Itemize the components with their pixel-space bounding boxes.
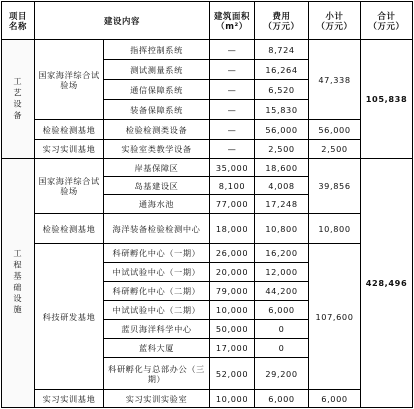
area-cell: — (210, 40, 255, 60)
cost-cell: 17,248 (255, 195, 309, 214)
group-label-construction (2, 159, 35, 408)
item-cell: 通信保障系统 (104, 80, 210, 100)
item-cell: 岸基保障区 (104, 159, 210, 177)
unit-training-base: 实习实训基地 (35, 390, 104, 408)
budget-table (1, 1, 413, 408)
group-total-construction: 428,496 (361, 159, 413, 408)
cost-cell: 18,600 (255, 159, 309, 177)
subtotal-cell: 10,800 (309, 214, 361, 244)
item-cell: 测试测量系统 (104, 60, 210, 80)
item-cell: 检验检测类设备 (104, 120, 210, 140)
unit-inspection-base: 检验检测基地 (35, 214, 104, 244)
cost-cell: 56,000 (255, 120, 309, 140)
area-cell: — (210, 140, 255, 159)
unit-ocean-test-field: 国家海洋综合试验场 (35, 40, 104, 120)
item-cell: 蓝贝海洋科学中心 (104, 320, 210, 339)
unit-training-base: 实习实训基地 (35, 140, 104, 159)
table-row (2, 120, 413, 140)
area-cell: — (210, 80, 255, 100)
header-area (210, 2, 255, 40)
cost-cell: 6,000 (255, 301, 309, 320)
area-cell: 26,000 (210, 244, 255, 263)
item-cell: 实习实训实验室 (104, 390, 210, 408)
cost-cell: 29,200 (255, 358, 309, 390)
item-cell: 中试试验中心（二期） (104, 301, 210, 320)
area-cell: 17,000 (210, 339, 255, 358)
item-cell: 中试试验中心（一期） (104, 263, 210, 282)
table-row (2, 140, 413, 159)
area-cell: 10,000 (210, 301, 255, 320)
cost-cell: 16,264 (255, 60, 309, 80)
item-cell: 指挥控制系统 (104, 40, 210, 60)
header-cost-line1: 费用 (272, 10, 291, 21)
header-subtotal-line1: 小计 (325, 10, 344, 21)
subtotal-cell: 6,000 (309, 390, 361, 408)
item-cell: 科研孵化中心（一期） (104, 244, 210, 263)
group-label-equipment (2, 40, 35, 159)
header-cost (255, 2, 309, 40)
item-cell: 装备保障系统 (104, 100, 210, 120)
group-label-equipment-text: 工艺设备 (13, 76, 23, 122)
header-total-line2: （万元） (368, 20, 405, 31)
header-content: 建设内容 (35, 2, 210, 40)
header-area-line1: 建筑面积 (214, 10, 250, 21)
table-row (2, 214, 413, 244)
cost-cell: 44,200 (255, 282, 309, 301)
cost-cell: 16,200 (255, 244, 309, 263)
area-cell: 20,000 (210, 263, 255, 282)
header-total-line1: 合计 (377, 10, 396, 21)
area-cell: 10,000 (210, 390, 255, 408)
header-total (361, 2, 413, 40)
cost-cell: 10,800 (255, 214, 309, 244)
unit-inspection-base: 检验检测基地 (35, 120, 104, 140)
subtotal-cell: 39,856 (309, 159, 361, 214)
header-subtotal (309, 2, 361, 40)
header-area-line2: （m²） (216, 20, 248, 31)
group-total-equipment: 105,838 (361, 40, 413, 159)
item-cell: 岛基建设区 (104, 177, 210, 195)
unit-ocean-test-field: 国家海洋综合试验场 (35, 159, 104, 214)
subtotal-cell: 2,500 (309, 140, 361, 159)
cost-cell: 12,000 (255, 263, 309, 282)
subtotal-cell: 47,338 (309, 40, 361, 120)
unit-research-base: 科技研发基地 (35, 244, 104, 390)
area-cell: — (210, 60, 255, 80)
area-cell: — (210, 100, 255, 120)
header-category-line1: 项目 (9, 10, 27, 21)
area-cell: 79,000 (210, 282, 255, 301)
cost-cell: 8,724 (255, 40, 309, 60)
area-cell: 18,000 (210, 214, 255, 244)
area-cell: 50,000 (210, 320, 255, 339)
item-cell: 海洋装备检验检测中心 (104, 214, 210, 244)
cost-cell: 0 (255, 339, 309, 358)
item-cell: 科研孵化中心（二期） (104, 282, 210, 301)
cost-cell: 6,520 (255, 80, 309, 100)
area-cell: 8,100 (210, 177, 255, 195)
item-cell: 蓝科大厦 (104, 339, 210, 358)
item-cell: 通海水池 (104, 195, 210, 214)
subtotal-cell: 107,600 (309, 244, 361, 390)
table-row (2, 159, 413, 177)
header-subtotal-line2: （万元） (316, 20, 353, 31)
table-row (2, 390, 413, 408)
area-cell: 52,000 (210, 358, 255, 390)
table-row (2, 244, 413, 263)
item-cell: 实验室类教学设备 (104, 140, 210, 159)
cost-cell: 2,500 (255, 140, 309, 159)
cost-cell: 0 (255, 320, 309, 339)
area-cell: 77,000 (210, 195, 255, 214)
header-category-line2: 名称 (9, 20, 27, 31)
header-cost-line2: （万元） (263, 20, 300, 31)
item-cell: 科研孵化与总部办公（三期） (104, 358, 210, 390)
header-row (2, 2, 413, 40)
header-category (2, 2, 35, 40)
subtotal-cell: 56,000 (309, 120, 361, 140)
area-cell: — (210, 120, 255, 140)
cost-cell: 4,008 (255, 177, 309, 195)
table-row (2, 40, 413, 60)
group-label-construction-text: 工程基础设施 (13, 249, 23, 317)
cost-cell: 6,000 (255, 390, 309, 408)
cost-cell: 15,830 (255, 100, 309, 120)
area-cell: 35,000 (210, 159, 255, 177)
